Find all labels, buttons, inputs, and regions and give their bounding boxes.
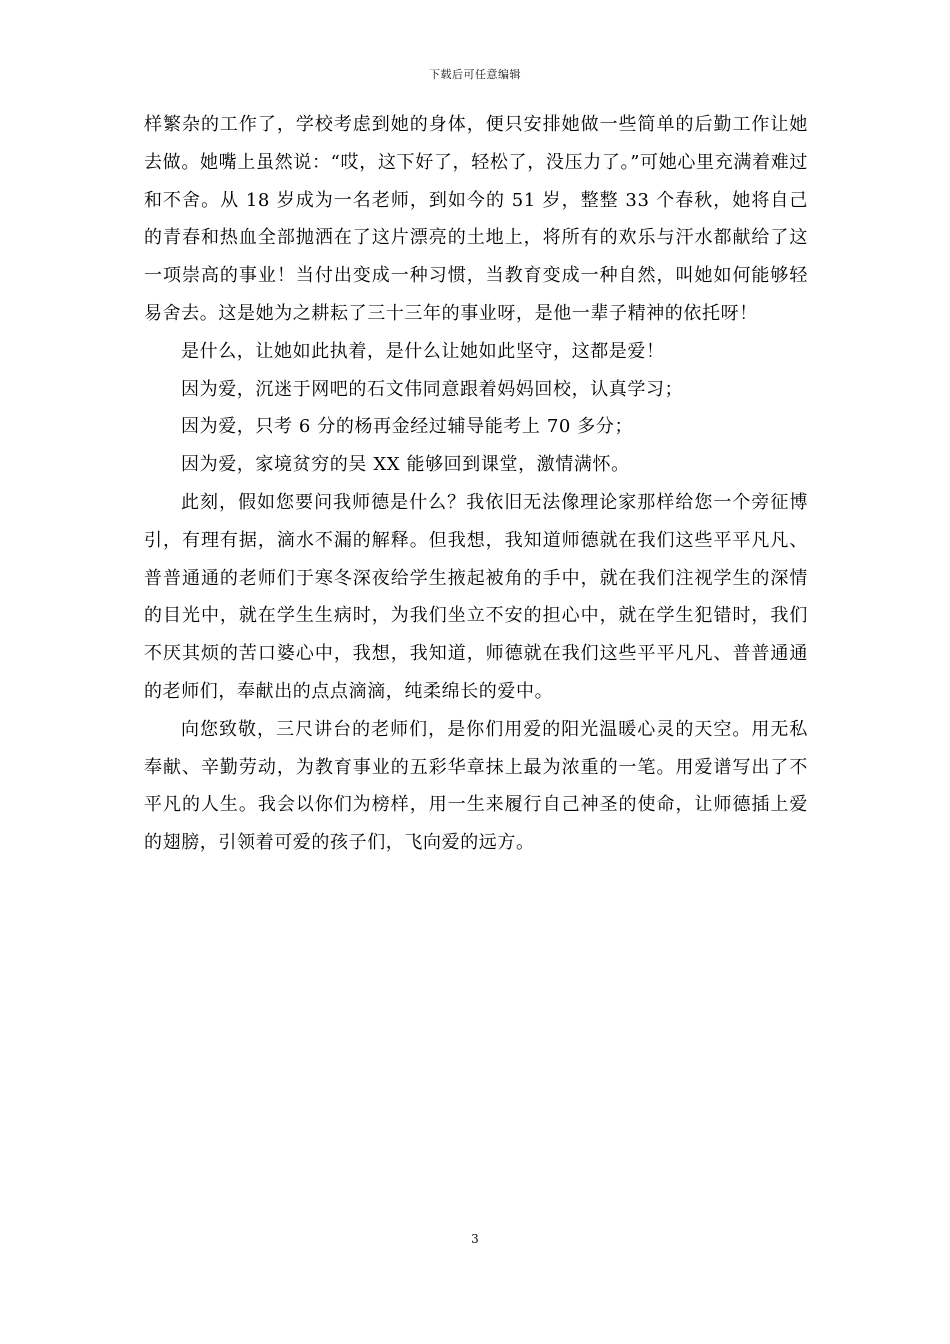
page-number: 3 xyxy=(471,1232,479,1246)
document-body xyxy=(144,106,808,862)
paragraph-continuation: 样繁杂的工作了，学校考虑到她的身体，便只安排她做一些简单的后勤工作让她去做。她嘴上虽然说：“哎，这下好了，轻松了，没压力了。”可她心里充满着难过和不舍。从 18 岁成为一名老师，到如今的 51 岁，整整 33 个春秋，她将自己的青春和热血全部抛洒在了这片漂亮的土地上，将所有的欢乐与汗水都献给了这一项崇高的事业！当付出变成一种习惯，当教育变成一种自然，叫她如何能够轻易舍去。这是她为之耕耘了三十三年的事业呀，是他一辈子精神的依托呀！ xyxy=(144,114,808,324)
paragraph-because-love-1: 因为爱，沉迷于网吧的石文伟同意跟着妈妈回校，认真学习； xyxy=(181,378,684,400)
paragraph-because-love-2: 因为爱，只考 6 分的杨再金经过辅导能考上 70 多分； xyxy=(181,416,634,438)
paragraph-question: 是什么，让她如此执着，是什么让她如此坚守，这都是爱！ xyxy=(181,340,665,362)
paragraph-teacher-ethics: 此刻，假如您要问我师德是什么？我依旧无法像理论家那样给您一个旁征博引，有理有据，滴水不漏的解释。但我想，我知道师德就在我们这些平平凡凡、普普通通的老师们于寒冬深夜给学生掖起被角的手中，就在我们注视学生的深情的目光中，就在学生生病时，为我们坐立不安的担心中，就在学生犯错时，我们不厌其烦的苦口婆心中，我想，我知道，师德就在我们这些平平凡凡、普普通通的老师们，奉献出的点点滴滴，纯柔绵长的爱中。 xyxy=(144,491,808,702)
paragraph-because-love-3: 因为爱，家境贫穷的吴 XX 能够回到课堂，激情满怀。 xyxy=(181,454,630,476)
paragraph-salute: 向您致敬，三尺讲台的老师们，是你们用爱的阳光温暖心灵的天空。用无私奉献、辛勤劳动，为教育事业的五彩华章抹上最为浓重的一笔。用爱谱写出了不平凡的人生。我会以你们为榜样，用一生来履行自己神圣的使命，让师德插上爱的翅膀，引领着可爱的孩子们，飞向爱的远方。 xyxy=(144,718,808,854)
page-header: 下载后可任意编辑 xyxy=(429,68,521,81)
